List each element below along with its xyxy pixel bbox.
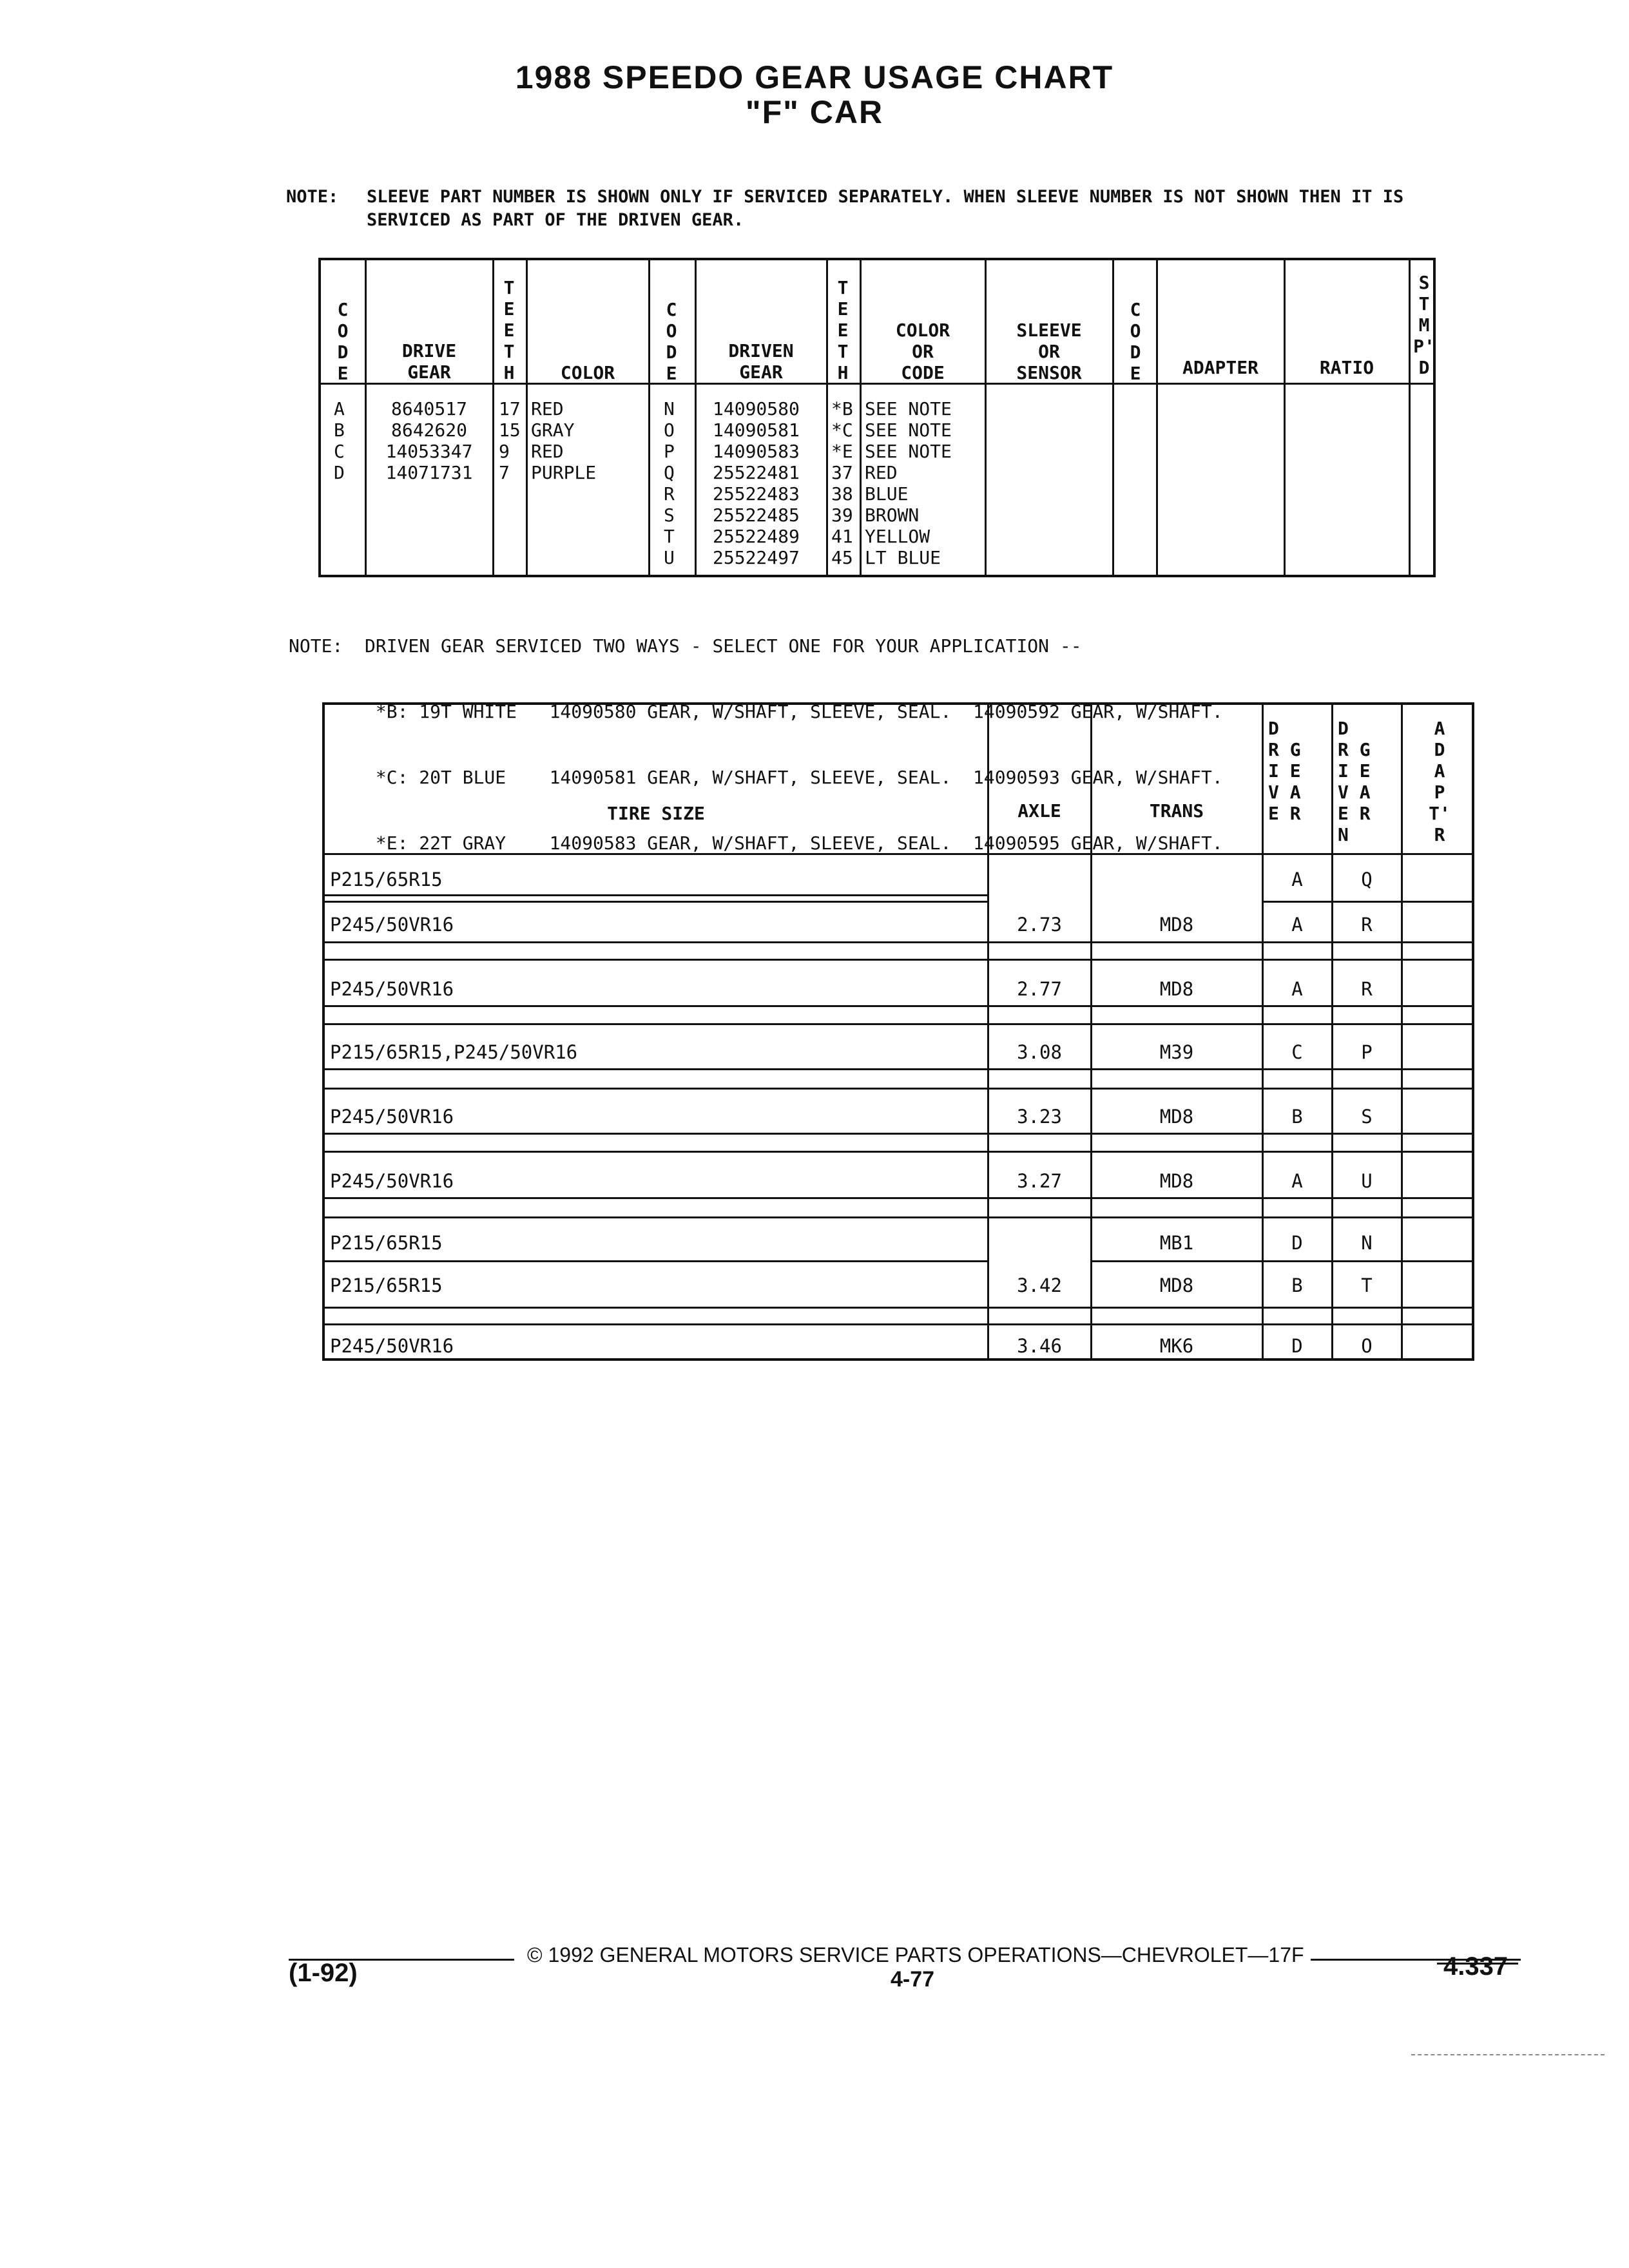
header-sleeve-or-sensor: SLEEVE OR SENSOR — [1016, 320, 1082, 383]
gear-reference-table — [318, 258, 1436, 577]
axle-cell: 3.23 — [1017, 1106, 1062, 1128]
trans-cell: MD8 — [1159, 1274, 1194, 1296]
note2-line: NOTE: DRIVEN GEAR SERVICED TWO WAYS - SELECT ONE FOR YOUR APPLICATION -- — [289, 635, 1082, 657]
chart-title: 1988 SPEEDO GEAR USAGE CHART — [515, 59, 1114, 95]
drive-code-column: A B C D — [334, 398, 345, 483]
drive-gear-cell: A — [1291, 1170, 1303, 1192]
driven-gear-cell: O — [1361, 1335, 1373, 1357]
drive-gear-cell: A — [1291, 869, 1303, 890]
footer-page-number: 4-77 — [891, 1967, 935, 1992]
trans-cell: MD8 — [1159, 1170, 1194, 1192]
driven-code-column: N O P Q R S T U — [664, 398, 675, 568]
header-color-or-code: COLOR OR CODE — [895, 320, 950, 383]
header-driven-gear: DRIVEN GEAR — [728, 340, 794, 383]
header-tire-size: TIRE SIZE — [607, 803, 705, 824]
driven-gear-cell: Q — [1361, 869, 1373, 890]
header-trans: TRANS — [1149, 800, 1204, 822]
tire-size-cell: P245/50VR16 — [330, 1170, 454, 1192]
header-code-drive: C O D E — [337, 299, 349, 384]
driven-gear-cell: R — [1361, 978, 1373, 1000]
note-label: NOTE: — [286, 187, 339, 207]
axle-cell: 3.42 — [1017, 1274, 1062, 1296]
header-stamped: S T M P' D — [1413, 272, 1435, 378]
tire-size-cell: P245/50VR16 — [330, 978, 454, 1000]
footer-date-code: (1-92) — [289, 1959, 358, 1987]
trans-cell: MD8 — [1159, 914, 1194, 936]
drive-gear-cell: A — [1291, 914, 1303, 936]
tire-size-cell: P245/50VR16 — [330, 914, 454, 936]
axle-cell: 2.77 — [1017, 978, 1062, 1000]
usage-table — [322, 702, 1474, 1361]
header-code-driven: C O D E — [666, 299, 677, 384]
drive-gear-cell: B — [1291, 1274, 1303, 1296]
drive-gear-cell: B — [1291, 1106, 1303, 1128]
trans-cell: M39 — [1159, 1041, 1194, 1063]
driven-gear-cell: R — [1361, 914, 1373, 936]
note2-line: *B: 19T WHITE 14090580 GEAR, W/SHAFT, SLEEVE, SEAL. 14090592 GEAR, W/SHAFT. — [289, 701, 1223, 722]
tire-size-cell: P215/65R15 — [330, 1232, 443, 1254]
axle-cell: 2.73 — [1017, 914, 1062, 936]
axle-cell: 3.08 — [1017, 1041, 1062, 1063]
tire-size-cell: P215/65R15,P245/50VR16 — [330, 1041, 578, 1063]
chart-subtitle: "F" CAR — [745, 94, 884, 130]
driven-gear-cell: N — [1361, 1232, 1373, 1254]
header-drive-gear: DRIVE GEAR — [401, 340, 457, 383]
trans-cell: MD8 — [1159, 1106, 1194, 1128]
trans-cell: MK6 — [1159, 1335, 1194, 1357]
note2-line: *C: 20T BLUE 14090581 GEAR, W/SHAFT, SLEEVE, SEAL. 14090593 GEAR, W/SHAFT. — [289, 767, 1223, 788]
driven-teeth-column: *B *C *E 37 38 39 41 45 — [831, 398, 853, 568]
footer-copyright: © 1992 GENERAL MOTORS SERVICE PARTS OPERATIONS—CHEVROLET—17F — [527, 1943, 1304, 1966]
driven-gear-column: 14090580 14090581 14090583 25522481 25522483 25522485 25522489 25522497 — [713, 398, 800, 568]
drive-teeth-column: 17 15 9 7 — [499, 398, 521, 483]
header-driven-gear: D R G I E V A E R N — [1338, 718, 1371, 845]
driven-gear-cell: S — [1361, 1106, 1373, 1128]
tire-size-cell: P245/50VR16 — [330, 1335, 454, 1357]
drive-gear-cell: D — [1291, 1232, 1303, 1254]
axle-cell: 3.46 — [1017, 1335, 1062, 1357]
drive-color-column: RED GRAY RED PURPLE — [531, 398, 597, 483]
trans-cell: MB1 — [1159, 1232, 1194, 1254]
header-teeth-driven: T E E T H — [837, 277, 849, 383]
axle-cell: 3.27 — [1017, 1170, 1062, 1192]
tire-size-cell: P215/65R15 — [330, 869, 443, 890]
tire-size-cell: P245/50VR16 — [330, 1106, 454, 1128]
tire-size-cell: P215/65R15 — [330, 1274, 443, 1296]
drive-gear-column: 8640517 8642620 14053347 14071731 — [385, 398, 473, 483]
header-teeth-drive: T E E T H — [503, 277, 515, 383]
header-color: COLOR — [560, 362, 615, 383]
driven-gear-cell: P — [1361, 1041, 1373, 1063]
header-adapter: A D A P T' R — [1429, 718, 1451, 845]
header-ratio: RATIO — [1319, 357, 1374, 378]
driven-color-column: SEE NOTE SEE NOTE SEE NOTE RED BLUE BROWN YELLOW LT BLUE — [865, 398, 952, 568]
drive-gear-cell: A — [1291, 978, 1303, 1000]
footer-section-number: 4.337 — [1443, 1952, 1509, 1981]
header-adapter: ADAPTER — [1182, 357, 1258, 378]
note-text: SLEEVE PART NUMBER IS SHOWN ONLY IF SERVICED SEPARATELY. WHEN SLEEVE NUMBER IS NOT SHOWN THEN IT IS SERVICED AS PART OF THE DRIVEN GEAR. — [367, 187, 1404, 230]
header-code-adapter: C O D E — [1130, 299, 1141, 384]
scan-mark — [1411, 2054, 1605, 2055]
header-drive-gear: D R G I E V A E R — [1268, 718, 1301, 824]
header-axle: AXLE — [1017, 800, 1061, 822]
driven-gear-cell: T — [1361, 1274, 1373, 1296]
drive-gear-cell: C — [1291, 1041, 1303, 1063]
trans-cell: MD8 — [1159, 978, 1194, 1000]
driven-gear-cell: U — [1361, 1170, 1373, 1192]
drive-gear-cell: D — [1291, 1335, 1303, 1357]
note2-line: *E: 22T GRAY 14090583 GEAR, W/SHAFT, SLEEVE, SEAL. 14090595 GEAR, W/SHAFT. — [289, 832, 1223, 854]
